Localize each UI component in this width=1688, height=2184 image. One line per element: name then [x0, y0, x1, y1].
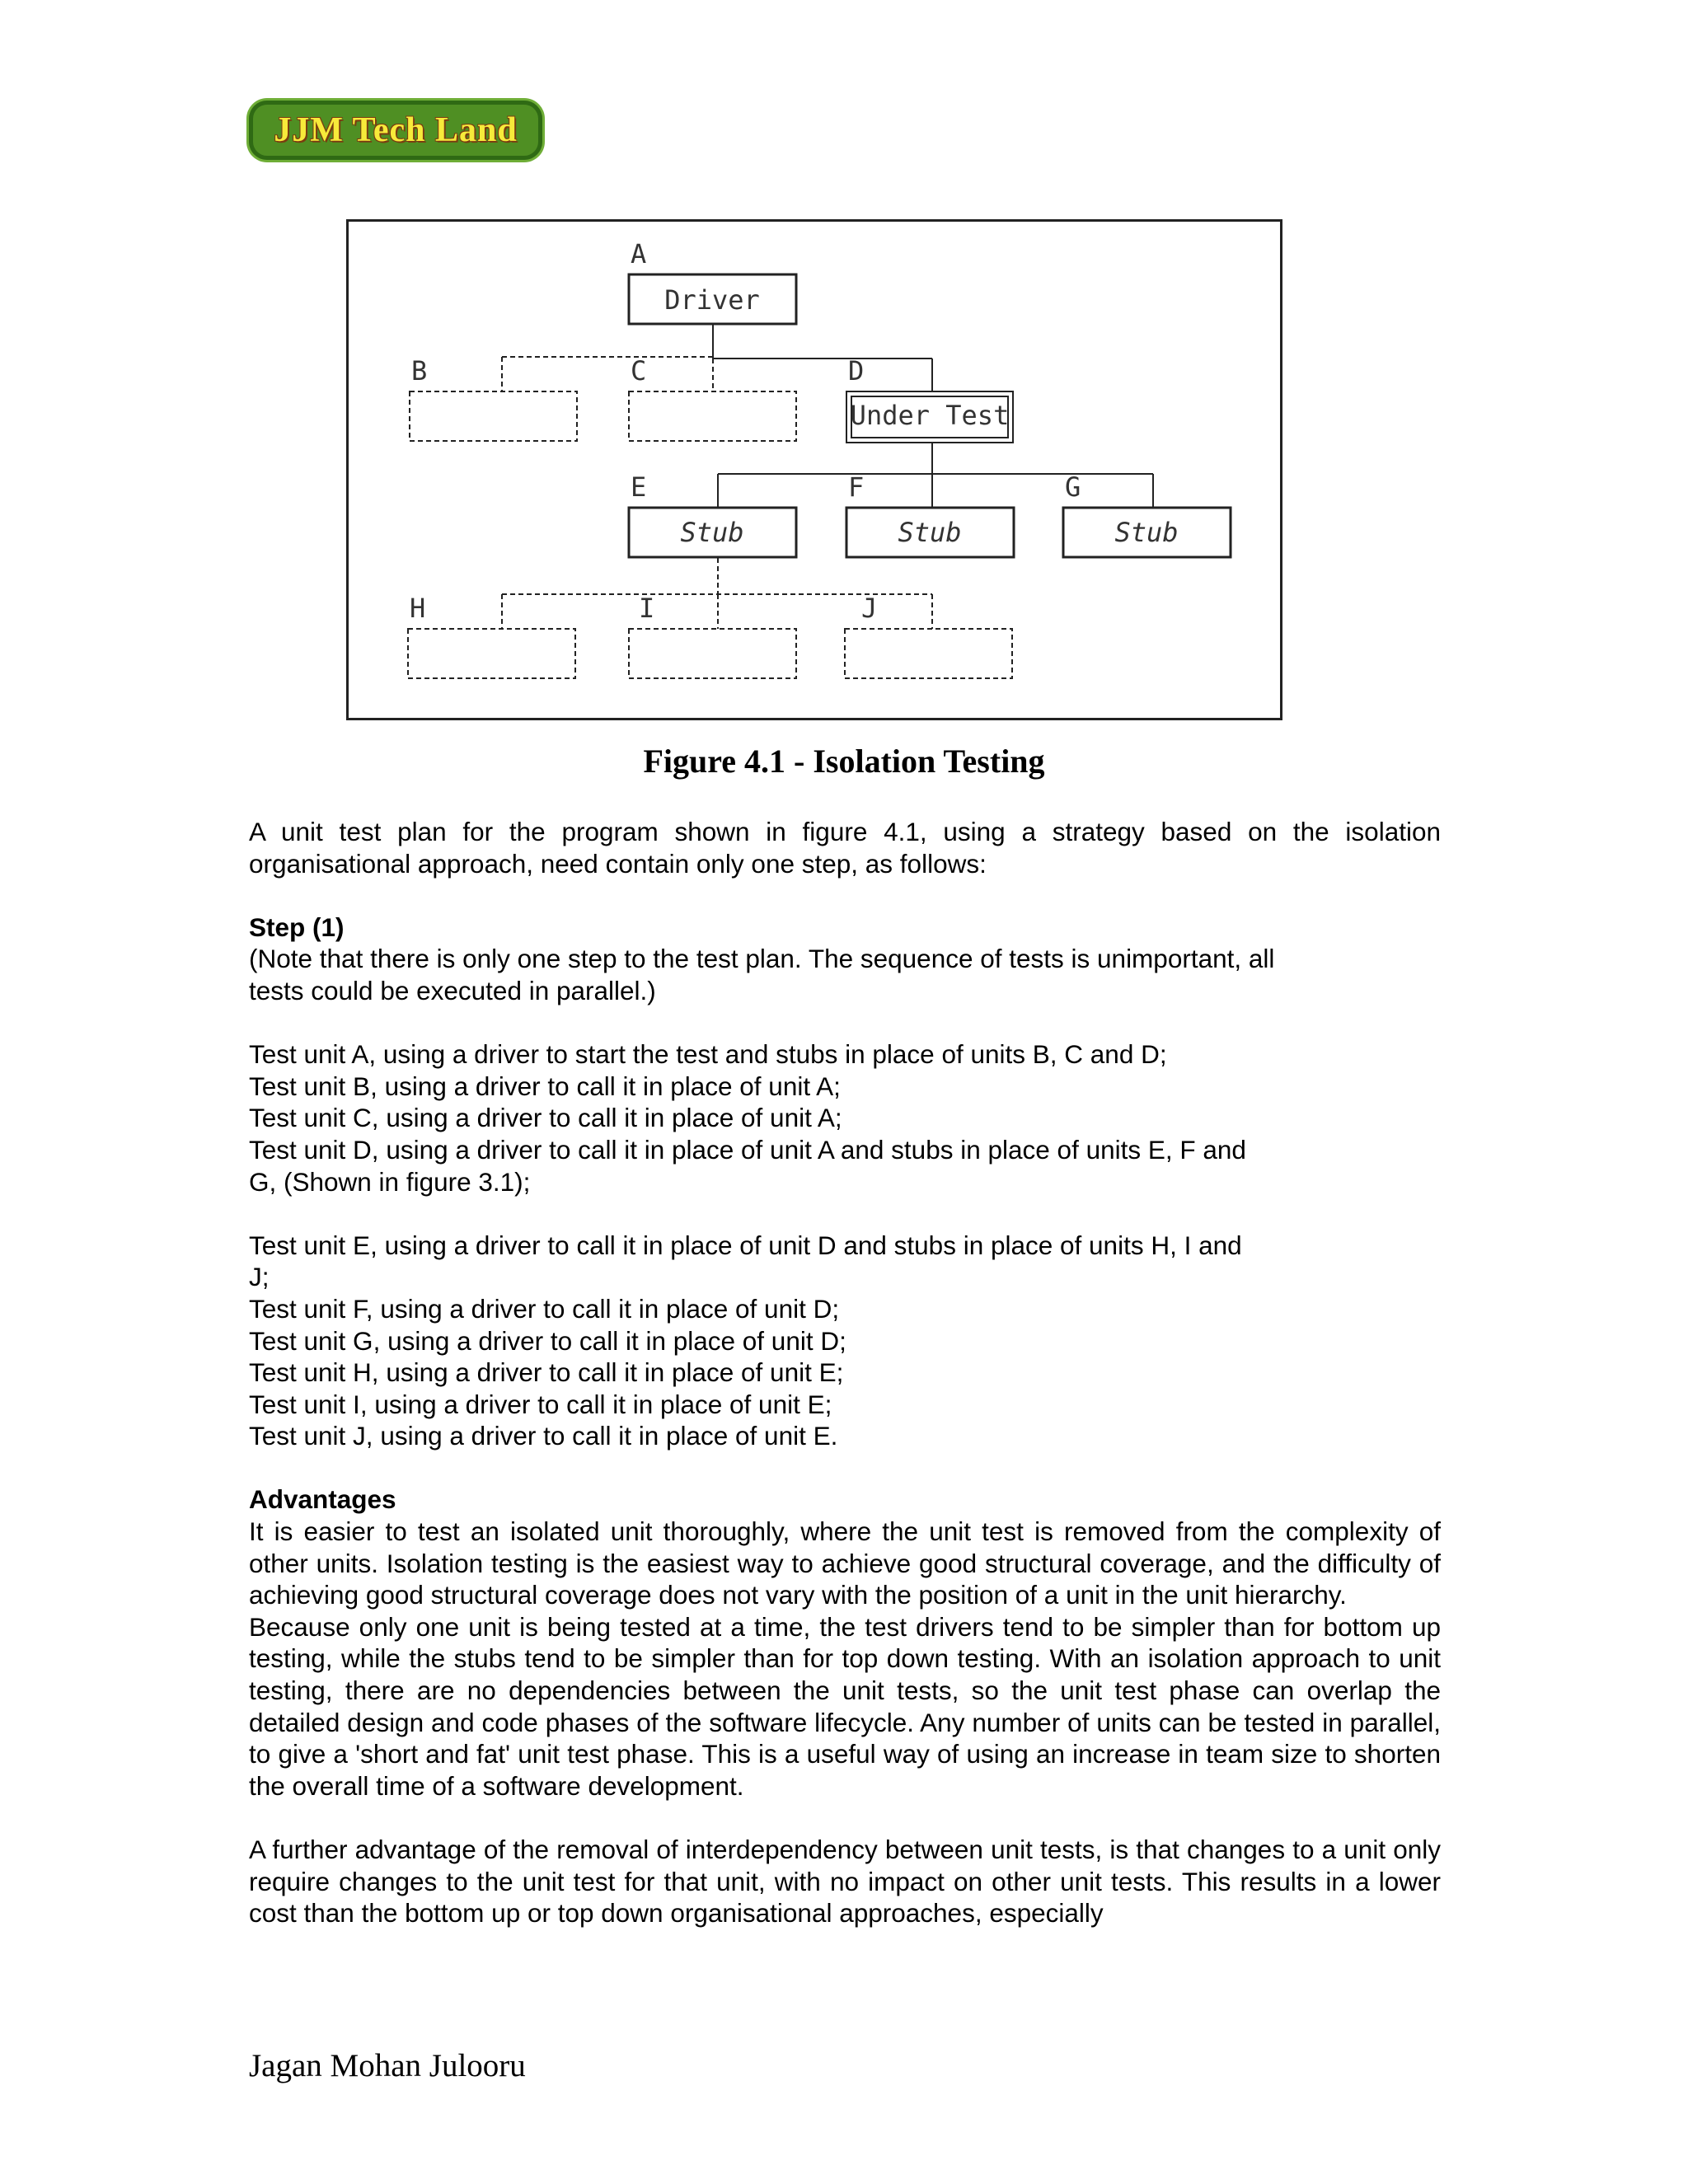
test-line: Test unit C, using a driver to call it in place of unit A; — [249, 1103, 842, 1133]
node-c-letter: C — [631, 355, 647, 387]
advantages-paragraph-3: A further advantage of the removal of interdependency between unit tests, is that changes to a unit only require changes to the unit test for that unit, with no impact on other unit tests. This results in a lower cost than the bottom up or top down organisational approaches, especially — [249, 1835, 1441, 1929]
node-h-box — [408, 629, 575, 678]
node-e-letter: E — [631, 471, 647, 503]
isolation-testing-diagram — [346, 219, 1282, 720]
test-line: Test unit E, using a driver to call it in place of unit D and stubs in place of units H, I and — [249, 1230, 1242, 1260]
node-b-box — [410, 391, 577, 441]
footer-author: Jagan Mohan Julooru — [249, 2048, 526, 2083]
node-j-box — [845, 629, 1012, 678]
node-f-label: Stub — [898, 517, 962, 548]
test-line: J; — [249, 1262, 270, 1292]
node-g-label: Stub — [1114, 517, 1179, 548]
step-note-line1: (Note that there is only one step to the test plan. The sequence of tests is unimportant, all — [249, 944, 1275, 974]
advantages-paragraph-1: It is easier to test an isolated unit thoroughly, where the unit test is removed from the complexity of other units. Isolation testing is the easiest way to achieve good structural coverage, and the difficulty of achieving good structural coverage does not vary with the position of a unit in the unit hierarchy. — [249, 1516, 1441, 1610]
node-a-label: Driver — [664, 284, 760, 316]
advantages-heading: Advantages — [249, 1484, 396, 1515]
node-d-label: Under Test — [850, 400, 1010, 431]
test-line: Test unit G, using a driver to call it in place of unit D; — [249, 1325, 846, 1356]
test-line: G, (Shown in figure 3.1); — [249, 1166, 531, 1197]
node-f-letter: F — [848, 471, 865, 503]
figure-caption: Figure 4.1 - Isolation Testing — [643, 743, 1045, 780]
step-note-line2: tests could be executed in parallel.) — [249, 975, 656, 1005]
node-b-letter: B — [411, 355, 428, 387]
logo-text: JJM Tech Land — [274, 111, 518, 149]
node-e-label: Stub — [680, 517, 744, 548]
test-line: Test unit H, using a driver to call it in place of unit E; — [249, 1357, 844, 1388]
node-h-letter: H — [410, 593, 426, 624]
node-d-letter: D — [848, 355, 865, 387]
intro-paragraph: A unit test plan for the program shown in figure 4.1, using a strategy based on the isolation organisational approach, need contain only one step, as follows: — [249, 817, 1441, 879]
node-i-letter: I — [639, 593, 655, 624]
node-i-box — [629, 629, 796, 678]
test-line: Test unit A, using a driver to start the test and stubs in place of units B, C and D; — [249, 1039, 1167, 1070]
test-line: Test unit J, using a driver to call it in place of unit E. — [249, 1421, 838, 1451]
node-j-letter: J — [861, 593, 878, 624]
test-line: Test unit I, using a driver to call it in place of unit E; — [249, 1389, 832, 1419]
node-a-letter: A — [631, 238, 647, 269]
test-line: Test unit D, using a driver to call it in place of unit A and stubs in place of units E, F and — [249, 1134, 1246, 1165]
step-heading: Step (1) — [249, 912, 345, 942]
test-line: Test unit B, using a driver to call it in place of unit A; — [249, 1071, 841, 1101]
logo — [249, 101, 542, 160]
advantages-paragraph-2: Because only one unit is being tested at a time, the test drivers tend to be simpler than for bottom up testing, while the stubs tend to be simpler than for top down testing. With an isolation approach to unit testing, there are no dependencies between the unit tests, so the unit test phase can overlap the detailed design and code phases of the software lifecycle. Any number of units can be tested in parallel, to give a 'short and fat' unit test phase. This is a useful way of using an increase in team size to shorten the overall time of a software development. — [249, 1611, 1441, 1801]
node-c-box — [629, 391, 796, 441]
test-line: Test unit F, using a driver to call it in place of unit D; — [249, 1293, 840, 1324]
node-g-letter: G — [1065, 471, 1081, 503]
document-body — [249, 816, 1441, 1929]
